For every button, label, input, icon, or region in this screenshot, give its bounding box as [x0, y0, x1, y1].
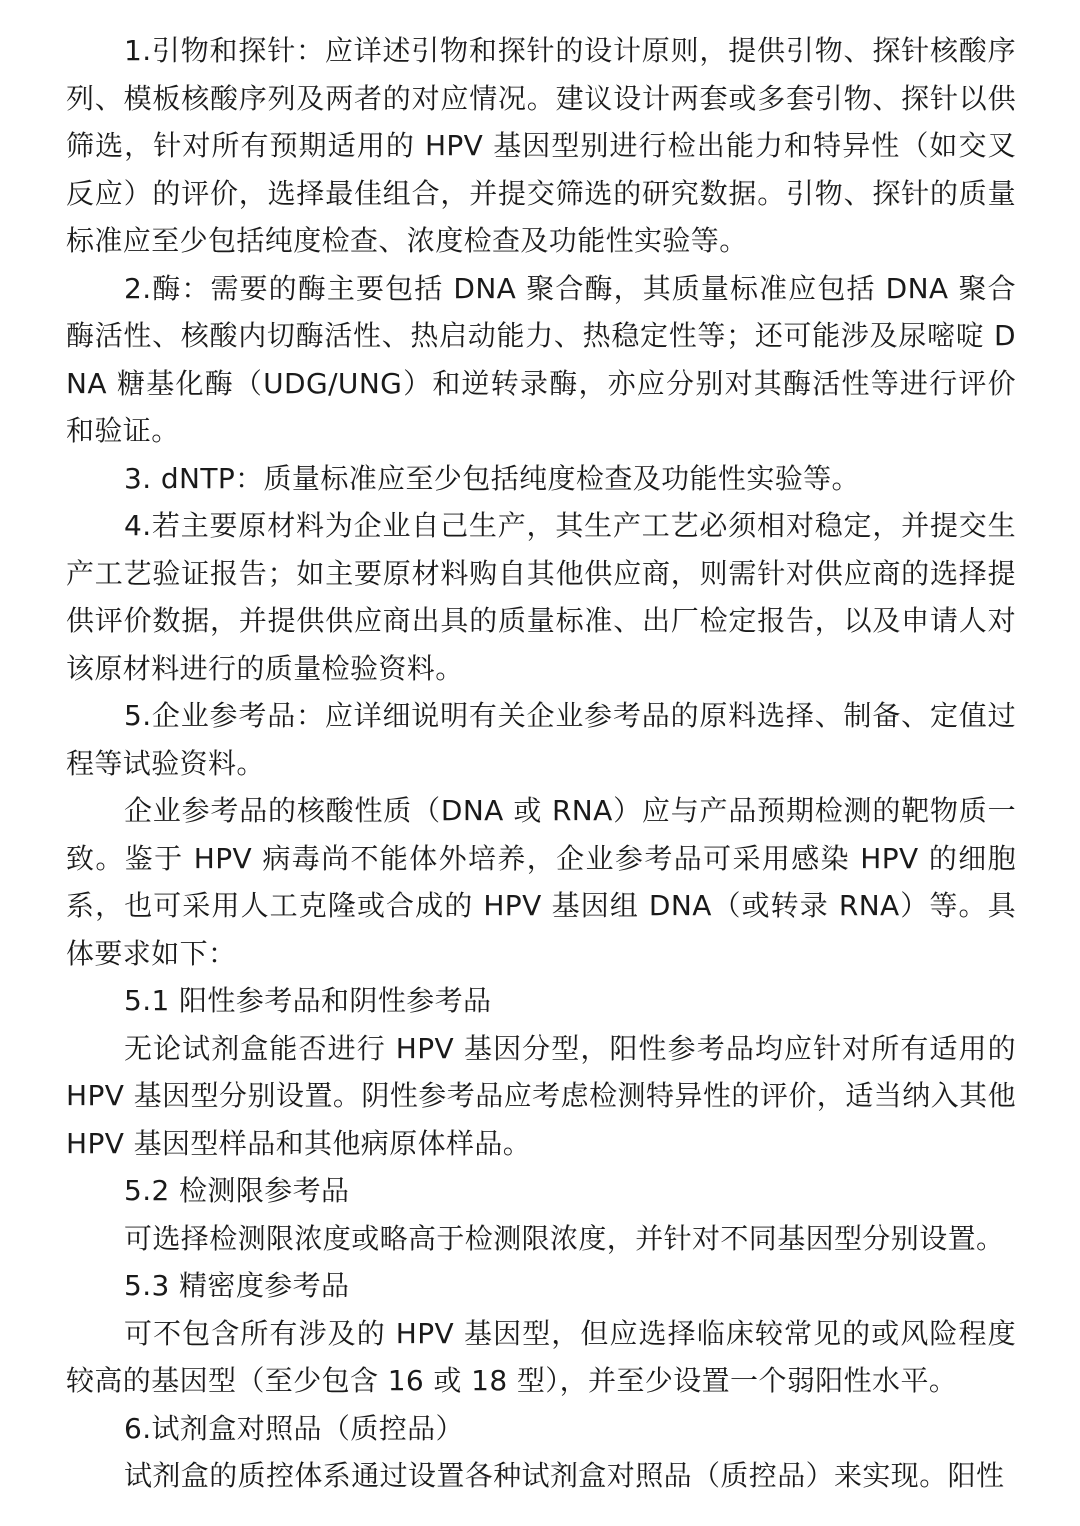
paragraph-dntp: 3. dNTP：质量标准应至少包括纯度检查及功能性实验等。 [124, 461, 860, 495]
paragraph-raw-material-production: 4.若主要原材料为企业自己生产，其生产工艺必须相对稳定，并提交生产工艺验证报告；如主要原材料购自其他供应商，则需针对供应商的选择提供评价数据，并提供供应商出具的质量标准、出厂检定报告，以及申请人对该原材料进行的质量检验资料。 [66, 509, 1016, 685]
heading-5-1: 5.1 阳性参考品和阴性参考品 [124, 984, 492, 1017]
paragraph-primers-probes: 1.引物和探针：应详述引物和探针的设计原则，提供引物、探针核酸序列、模板核酸序列及两者的对应情况。建议设计两套或多套引物、探针以供筛选，针对所有预期适用的 HPV 基因型别进行检出能力和特异性（如交叉反应）的评价，选择最佳组合，并提交筛选的研究数据。引物、探针的质量标准应至少包括纯度检查、浓度检查及功能性实验等。 [66, 34, 1016, 257]
heading-5-2: 5.2 检测限参考品 [124, 1174, 350, 1207]
heading-6: 6.试剂盒对照品（质控品） [124, 1411, 464, 1445]
paragraph-enzymes: 2.酶：需要的酶主要包括 DNA 聚合酶，其质量标准应包括 DNA 聚合酶活性、核酸内切酶活性、热启动能力、热稳定性等；还可能涉及尿嘧啶 DNA 糖基化酶（UDG/UNG）和逆转录酶，亦应分别对其酶活性等进行评价和验证。 [66, 271, 1016, 447]
heading-5-3: 5.3 精密度参考品 [124, 1269, 350, 1302]
paragraph-detection-limit: 可选择检测限浓度或略高于检测限浓度，并针对不同基因型分别设置。 [124, 1221, 1005, 1255]
document-body [66, 27, 1016, 1500]
paragraph-precision-reference: 可不包含所有涉及的 HPV 基因型，但应选择临床较常见的或风险程度较高的基因型（至少包含 16 或 18 型），并至少设置一个弱阳性水平。 [66, 1316, 1016, 1397]
paragraph-positive-negative-reference: 无论试剂盒能否进行 HPV 基因分型，阳性参考品均应针对所有适用的 HPV 基因型分别设置。阴性参考品应考虑检测特异性的评价，适当纳入其他 HPV 基因型样品和其他病原体样品。 [66, 1031, 1016, 1160]
paragraph-quality-control: 试剂盒的质控体系通过设置各种试剂盒对照品（质控品）来实现。阳性 [124, 1459, 1005, 1492]
paragraph-reference-nucleic-acid: 企业参考品的核酸性质（DNA 或 RNA）应与产品预期检测的靶物质一致。鉴于 HPV 病毒尚不能体外培养，企业参考品可采用感染 HPV 的细胞系，也可采用人工克隆或合成的 HPV 基因组 DNA（或转录 RNA）等。具体要求如下： [66, 794, 1016, 970]
paragraph-enterprise-reference: 5.企业参考品：应详细说明有关企业参考品的原料选择、制备、定值过程等试验资料。 [66, 699, 1016, 780]
